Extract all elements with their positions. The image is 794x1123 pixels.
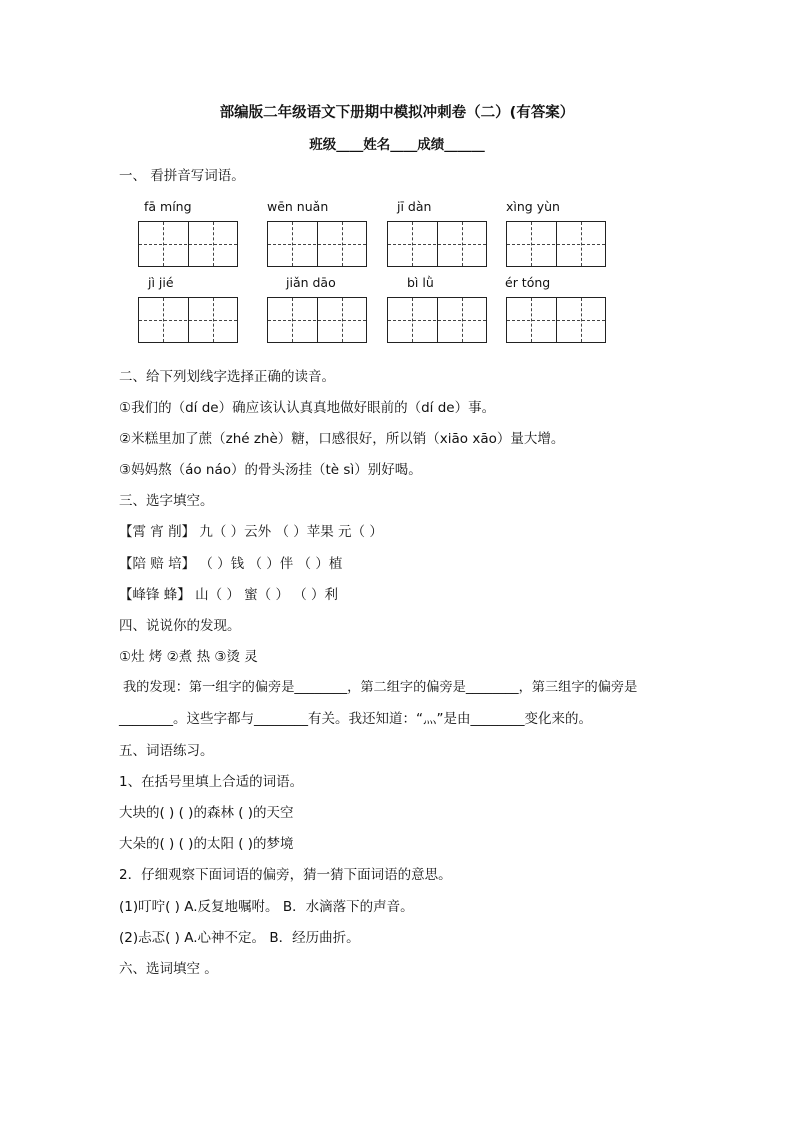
page-title: 部编版二年级语文下册期中模拟冲刺卷（二）(有答案） bbox=[219, 105, 575, 121]
pinyin-label: jiǎn dāo bbox=[286, 275, 336, 290]
pinyin-label: bì lǜ bbox=[407, 275, 434, 290]
section-1-heading: 一、 看拼音写词语。 bbox=[119, 168, 245, 184]
question-item: 【陪 赔 培】 （ ）钱 （ ）伴 （ ）植 bbox=[119, 556, 343, 572]
writing-grid[interactable] bbox=[267, 297, 367, 343]
pinyin-label: wēn nuǎn bbox=[267, 199, 329, 214]
discovery-line: ________。这些字都与________有关。我还知道：“灬”是由________变化来的。 bbox=[119, 711, 592, 727]
writing-grid[interactable] bbox=[506, 297, 606, 343]
writing-grid[interactable] bbox=[138, 221, 238, 267]
writing-grid[interactable] bbox=[387, 221, 487, 267]
question-item: 【霄 宵 削】 九（ ）云外 （ ）苹果 元（ ） bbox=[119, 524, 383, 540]
question-item: ②米糕里加了蔗（zhé zhè）糖，口感很好，所以销（xiāo xāo）量大增。 bbox=[119, 431, 565, 447]
section-2-heading: 二、给下列划线字选择正确的读音。 bbox=[119, 369, 335, 385]
fill-row: 大朵的( ) ( )的太阳 ( )的梦境 bbox=[119, 836, 294, 852]
fill-row: 大块的( ) ( )的森林 ( )的天空 bbox=[119, 805, 294, 821]
subquestion-heading: 1、在括号里填上合适的词语。 bbox=[119, 774, 304, 790]
section-4-heading: 四、说说你的发现。 bbox=[119, 618, 241, 634]
section-6-heading: 六、选词填空 。 bbox=[119, 961, 218, 977]
writing-grid[interactable] bbox=[138, 297, 238, 343]
pinyin-label: jì jié bbox=[148, 275, 174, 290]
pinyin-label: xìng yùn bbox=[506, 199, 560, 214]
writing-grid[interactable] bbox=[506, 221, 606, 267]
character-groups: ①灶 烤 ②煮 热 ③烫 灵 bbox=[119, 649, 258, 665]
pinyin-label: ér tóng bbox=[505, 275, 551, 290]
section-5-heading: 五、词语练习。 bbox=[119, 743, 214, 759]
question-item: 【峰锋 蜂】 山（ ） 蜜（ ） （ ）利 bbox=[119, 587, 339, 603]
writing-grid[interactable] bbox=[387, 297, 487, 343]
question-item: ①我们的（dí de）确应该认认真真地做好眼前的（dí de）事。 bbox=[119, 400, 496, 416]
subquestion-heading: 2．仔细观察下面词语的偏旁，猜一猜下面词语的意思。 bbox=[119, 867, 452, 883]
section-3-heading: 三、选字填空。 bbox=[119, 493, 214, 509]
discovery-line: 我的发现：第一组字的偏旁是________，第二组字的偏旁是________，第三组字的偏旁是 bbox=[123, 680, 638, 695]
choice-row: (1)叮咛( ) A.反复地嘱咐。 B．水滴落下的声音。 bbox=[119, 899, 414, 915]
pinyin-label: fā míng bbox=[144, 199, 192, 214]
writing-grid[interactable] bbox=[267, 221, 367, 267]
choice-row: (2)忐忑( ) A.心神不定。 B．经历曲折。 bbox=[119, 930, 360, 946]
student-info-line: 班级____姓名____成绩______ bbox=[309, 137, 485, 153]
question-item: ③妈妈熬（áo náo）的骨头汤挂（tè sì）别好喝。 bbox=[119, 462, 422, 478]
pinyin-label: jī dàn bbox=[397, 199, 432, 214]
